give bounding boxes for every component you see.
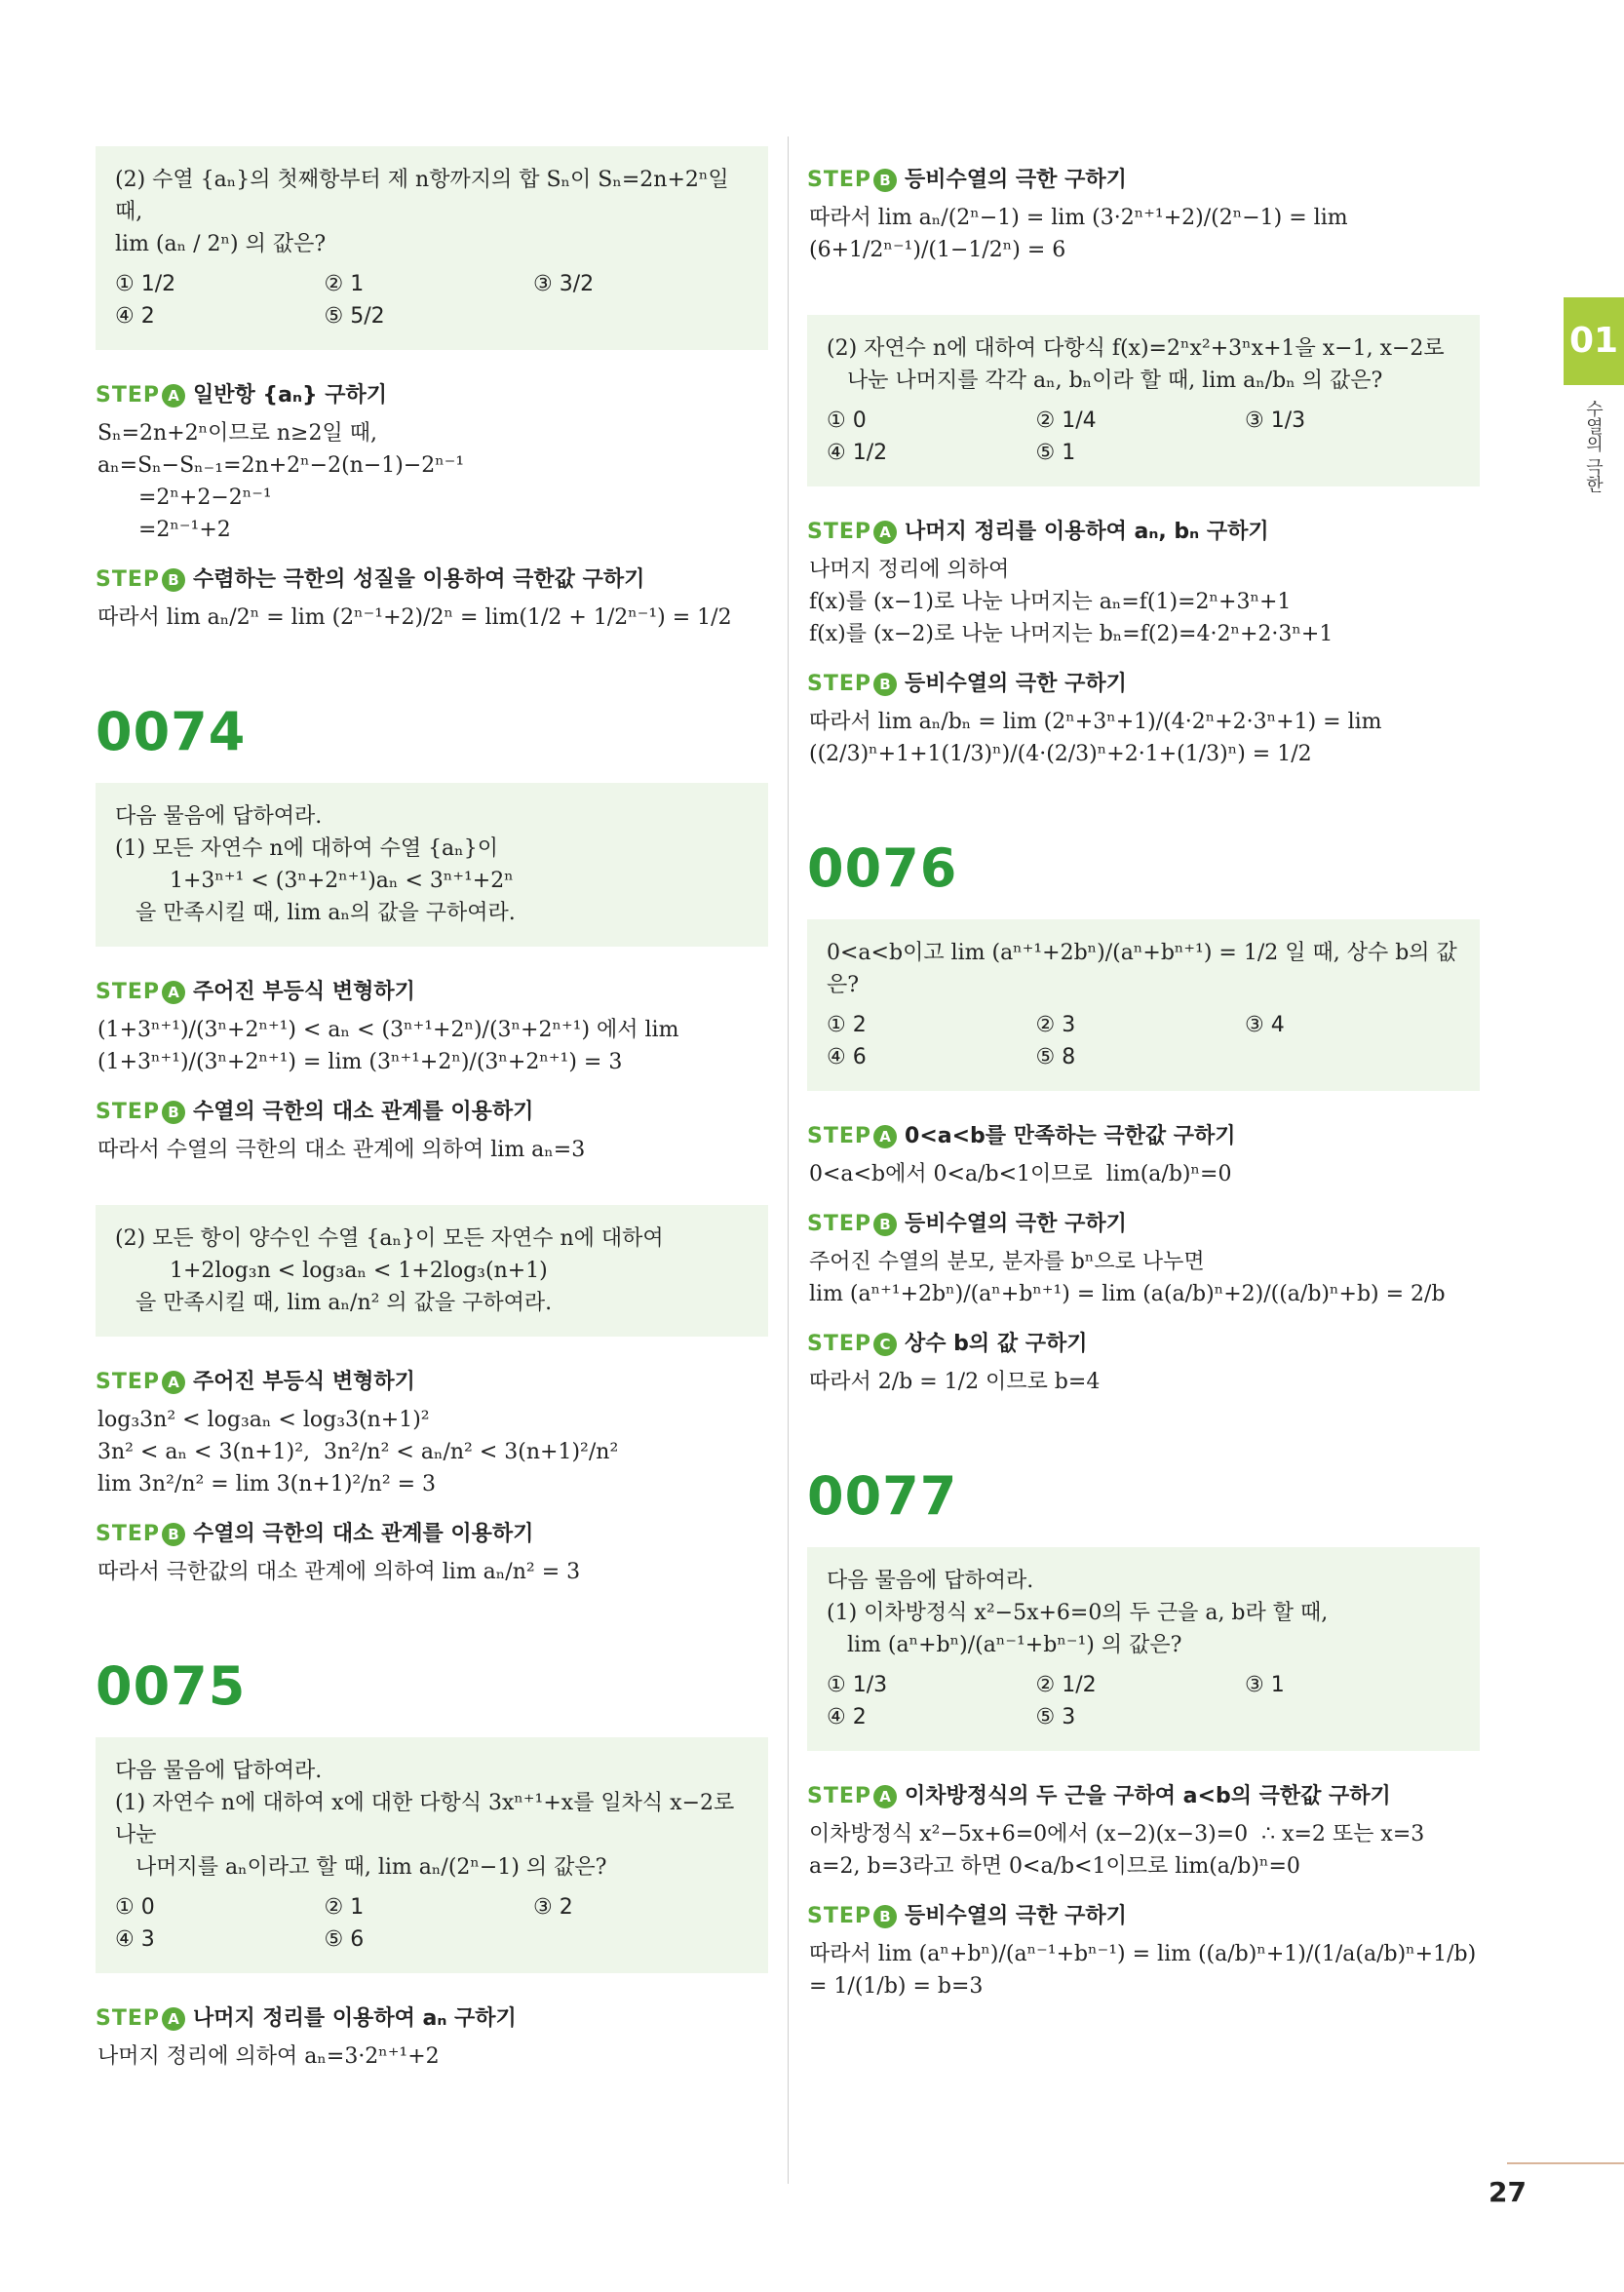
step-heading: [96, 976, 768, 1008]
question-line: 을 만족시킬 때, lim aₙ의 값을 구하여라.: [115, 901, 516, 925]
choice: ① 0: [115, 1895, 155, 1920]
step-title: 수렴하는 극한의 성질을 이용하여 극한값 구하기: [193, 567, 645, 592]
chapter-tab: 01: [1564, 297, 1624, 385]
step-badge: B: [162, 568, 185, 592]
solution: [807, 1366, 1480, 1398]
choice: ③ 3/2: [533, 272, 595, 296]
choice: ② 1/4: [1035, 408, 1097, 433]
step-title: 수열의 극한의 대소 관계를 이용하기: [193, 1522, 534, 1546]
solution-line: 0<a<b에서 0<a/b<1이므로 lim(a/b)ⁿ=0: [809, 1162, 1232, 1186]
step-heading: [807, 668, 1480, 700]
question-line: 다음 물음에 답하여라.: [115, 1759, 323, 1783]
answer-choices: [115, 1891, 749, 1956]
choice: ① 1/3: [827, 1673, 888, 1697]
step-tag: STEP: [807, 672, 872, 696]
solution-line: log₃3n² < log₃aₙ < log₃3(n+1)²: [97, 1408, 430, 1432]
solution-line: 따라서 lim (aⁿ+bⁿ)/(aⁿ⁻¹+bⁿ⁻¹) = lim ((a/b)ⁿ+1)/(1/a(a/b)ⁿ+1/b) = 1/(1/b) = b=3: [809, 1942, 1484, 1999]
question-line: (1) 자연수 n에 대하여 x에 대한 다항식 3xⁿ⁺¹+x를 일차식 x−2로 나눈: [115, 1791, 742, 1847]
choice: ⑤ 1: [1035, 441, 1076, 465]
step-heading: [807, 1208, 1480, 1240]
question-line: 1+3ⁿ⁺¹ < (3ⁿ+2ⁿ⁺¹)aₙ < 3ⁿ⁺¹+2ⁿ: [115, 869, 514, 893]
answer-choices: [827, 405, 1460, 469]
choice: ④ 6: [827, 1045, 867, 1069]
step-badge: A: [873, 1785, 897, 1808]
solution-line: 나머지 정리에 의하여: [809, 558, 1010, 582]
step-tag: STEP: [807, 1212, 872, 1236]
solution-line: 이차방정식 x²−5x+6=0에서 (x−2)(x−3)=0 ∴ x=2 또는 x=3: [809, 1822, 1425, 1846]
step-badge: B: [873, 169, 897, 192]
solution-line: lim 3n²/n² = lim 3(n+1)²/n² = 3: [97, 1472, 437, 1496]
solution-line: =2ⁿ+2−2ⁿ⁻¹: [97, 486, 272, 510]
choice: ③ 1/3: [1245, 408, 1306, 433]
question-line: (2) 수열 {aₙ}의 첫째항부터 제 n항까지의 합 Sₙ이 Sₙ=2n+2ⁿ일 때,: [115, 168, 736, 224]
solution: [807, 1246, 1480, 1310]
solution: [807, 706, 1480, 770]
solution-line: aₙ=Sₙ−Sₙ₋₁=2n+2ⁿ−2(n−1)−2ⁿ⁻¹: [97, 453, 465, 478]
step-tag: STEP: [96, 383, 161, 408]
question-line: 다음 물음에 답하여라.: [115, 804, 323, 829]
step-tag: STEP: [96, 1370, 161, 1394]
solution: [96, 1134, 768, 1166]
step-title: 나머지 정리를 이용하여 aₙ, bₙ 구하기: [905, 520, 1269, 544]
choice: ② 1: [324, 272, 365, 296]
step-tag: STEP: [807, 520, 872, 544]
choice: ① 2: [827, 1013, 867, 1037]
question-line: lim (aₙ / 2ⁿ) 의 값은?: [115, 232, 327, 256]
right-column: [807, 146, 1484, 2002]
question-line: 다음 물음에 답하여라.: [827, 1569, 1034, 1593]
step-title: 상수 b의 값 구하기: [905, 1332, 1088, 1356]
step-badge: B: [873, 673, 897, 696]
step-title: 주어진 부등식 변형하기: [193, 1370, 415, 1394]
step-badge: C: [873, 1333, 897, 1356]
question-number: 0074: [96, 701, 247, 762]
question-line: 을 만족시킬 때, lim aₙ/n² 의 값을 구하여라.: [115, 1291, 553, 1315]
question-0076: [807, 919, 1480, 1091]
solution: [96, 1014, 768, 1078]
solution-line: Sₙ=2n+2ⁿ이므로 n≥2일 때,: [97, 421, 377, 446]
question-number: 0076: [807, 837, 958, 899]
step-tag: STEP: [96, 1522, 161, 1546]
solution-line: 따라서 극한값의 대소 관계에 의하여 lim aₙ/n² = 3: [97, 1560, 581, 1584]
step-heading: [96, 1366, 768, 1398]
step-heading: [807, 1780, 1480, 1812]
step-badge: A: [873, 521, 897, 544]
question-line: (2) 자연수 n에 대하여 다항식 f(x)=2ⁿx²+3ⁿx+1을 x−1, x−2로: [827, 336, 1445, 361]
solution-line: lim (aⁿ⁺¹+2bⁿ)/(aⁿ+bⁿ⁺¹) = lim (a(a/b)ⁿ+2)/((a/b)ⁿ+b) = 2/b: [809, 1282, 1446, 1306]
step-badge: B: [162, 1523, 185, 1546]
step-heading: [96, 563, 768, 596]
solution: [807, 1158, 1480, 1190]
step-badge: A: [162, 384, 185, 408]
choice: ③ 1: [1245, 1673, 1285, 1697]
question-0074-1: [96, 783, 768, 947]
answer-choices: [827, 1009, 1460, 1073]
solution-line: a=2, b=3라고 하면 0<a/b<1이므로 lim(a/b)ⁿ=0: [809, 1854, 1300, 1879]
step-title: 등비수열의 극한 구하기: [905, 672, 1127, 696]
step-title: 이차방정식의 두 근을 구하여 a<b의 극한값 구하기: [905, 1784, 1391, 1808]
choice: ⑤ 3: [1035, 1705, 1076, 1729]
choice: ⑤ 8: [1035, 1045, 1076, 1069]
step-heading: [807, 1328, 1480, 1360]
question-0073-2: [96, 146, 768, 350]
solution: [807, 1818, 1480, 1883]
choice: ③ 4: [1245, 1013, 1285, 1037]
solution: [96, 602, 768, 634]
choice: ⑤ 5/2: [324, 304, 385, 329]
question-0077-1: [807, 1547, 1480, 1751]
choice: ② 3: [1035, 1013, 1076, 1037]
step-heading: [807, 1900, 1480, 1932]
question-0075-2: [807, 315, 1480, 486]
solution: [96, 417, 768, 546]
solution-line: 나머지 정리에 의하여 aₙ=3·2ⁿ⁺¹+2: [97, 2044, 440, 2069]
solution: [96, 1404, 768, 1500]
column-divider: [788, 136, 789, 2184]
step-title: 0<a<b를 만족하는 극한값 구하기: [905, 1124, 1236, 1148]
solution: [807, 202, 1480, 266]
choice: ② 1/2: [1035, 1673, 1097, 1697]
question-line: 나눈 나머지를 각각 aₙ, bₙ이라 할 때, lim aₙ/bₙ 의 값은?: [827, 369, 1383, 393]
step-tag: STEP: [807, 1332, 872, 1356]
step-badge: A: [873, 1125, 897, 1148]
step-badge: B: [162, 1101, 185, 1124]
question-line: (1) 모든 자연수 n에 대하여 수열 {aₙ}이: [115, 836, 498, 861]
step-tag: STEP: [807, 1904, 872, 1928]
solution-line: f(x)를 (x−2)로 나눈 나머지는 bₙ=f(2)=4·2ⁿ+2·3ⁿ+1: [809, 622, 1334, 646]
question-line: 0<a<b이고 lim (aⁿ⁺¹+2bⁿ)/(aⁿ+bⁿ⁺¹) = 1/2 일 때, 상수 b의 값은?: [827, 941, 1457, 997]
step-title: 나머지 정리를 이용하여 aₙ 구하기: [193, 2006, 517, 2031]
question-number: 0075: [96, 1655, 247, 1717]
question-0074-2: [96, 1205, 768, 1337]
question-0075-1: [96, 1737, 768, 1973]
step-title: 주어진 부등식 변형하기: [193, 980, 415, 1004]
step-heading: [807, 516, 1480, 548]
step-tag: STEP: [96, 1100, 161, 1124]
solution-line: 따라서 2/b = 1/2 이므로 b=4: [809, 1370, 1101, 1394]
solution-line: 따라서 lim aₙ/2ⁿ = lim (2ⁿ⁻¹+2)/2ⁿ = lim(1/2 + 1/2ⁿ⁻¹) = 1/2: [97, 605, 732, 630]
choice: ① 0: [827, 408, 867, 433]
answer-choices: [827, 1669, 1460, 1733]
solution: [96, 1556, 768, 1588]
question-line: 나머지를 aₙ이라고 할 때, lim aₙ/(2ⁿ−1) 의 값은?: [115, 1855, 607, 1880]
page-rule: [1507, 2162, 1624, 2164]
choice: ④ 3: [115, 1927, 155, 1952]
solution-line: =2ⁿ⁻¹+2: [97, 518, 231, 542]
step-title: 수열의 극한의 대소 관계를 이용하기: [193, 1100, 534, 1124]
question-line: lim (aⁿ+bⁿ)/(aⁿ⁻¹+bⁿ⁻¹) 의 값은?: [827, 1633, 1182, 1657]
step-badge: A: [162, 2007, 185, 2031]
step-tag: STEP: [807, 1784, 872, 1808]
step-title: 등비수열의 극한 구하기: [905, 1904, 1127, 1928]
step-tag: STEP: [807, 168, 872, 192]
step-tag: STEP: [807, 1124, 872, 1148]
question-number: 0077: [807, 1465, 958, 1527]
step-heading: [807, 1120, 1480, 1152]
question-line: 1+2log₃n < log₃aₙ < 1+2log₃(n+1): [115, 1259, 548, 1283]
left-column: [96, 146, 768, 2073]
choice: ① 1/2: [115, 272, 176, 296]
chapter-title: 수열의 극한: [1583, 400, 1604, 493]
step-badge: A: [162, 1371, 185, 1394]
solution-line: f(x)를 (x−1)로 나눈 나머지는 aₙ=f(1)=2ⁿ+3ⁿ+1: [809, 590, 1292, 614]
answer-choices: [115, 268, 749, 332]
step-heading: [96, 1096, 768, 1128]
step-tag: STEP: [96, 980, 161, 1004]
choice: ⑤ 6: [324, 1927, 365, 1952]
solution-line: 따라서 lim aₙ/(2ⁿ−1) = lim (3·2ⁿ⁺¹+2)/(2ⁿ−1) = lim (6+1/2ⁿ⁻¹)/(1−1/2ⁿ) = 6: [809, 206, 1355, 262]
choice: ④ 1/2: [827, 441, 888, 465]
solution-line: 따라서 lim aₙ/bₙ = lim (2ⁿ+3ⁿ+1)/(4·2ⁿ+2·3ⁿ+1) = lim ((2/3)ⁿ+1+1(1/3)ⁿ)/(4·(2/3)ⁿ+2·1+(1/3)ⁿ) = 1/2: [809, 710, 1389, 766]
step-tag: STEP: [96, 2006, 161, 2031]
solution: [807, 554, 1480, 650]
question-line: (2) 모든 항이 양수인 수열 {aₙ}이 모든 자연수 n에 대하여: [115, 1226, 664, 1251]
choice: ④ 2: [827, 1705, 867, 1729]
step-heading: [96, 1518, 768, 1550]
step-title: 등비수열의 극한 구하기: [905, 168, 1127, 192]
solution: [96, 2040, 768, 2073]
solution-line: (1+3ⁿ⁺¹)/(3ⁿ+2ⁿ⁺¹) < aₙ < (3ⁿ⁺¹+2ⁿ)/(3ⁿ+2ⁿ⁺¹) 에서 lim (1+3ⁿ⁺¹)/(3ⁿ+2ⁿ⁺¹) = lim (3ⁿ⁺¹+2ⁿ)/(3ⁿ+2ⁿ⁺¹) = 3: [97, 1018, 686, 1074]
step-heading: [807, 164, 1480, 196]
step-badge: B: [873, 1213, 897, 1236]
choice: ③ 2: [533, 1895, 573, 1920]
step-title: 일반항 {aₙ} 구하기: [193, 383, 388, 408]
solution-line: 3n² < aₙ < 3(n+1)², 3n²/n² < aₙ/n² < 3(n+1)²/n²: [97, 1440, 619, 1464]
solution-line: 따라서 수열의 극한의 대소 관계에 의하여 lim aₙ=3: [97, 1138, 586, 1162]
question-line: (1) 이차방정식 x²−5x+6=0의 두 근을 a, b라 할 때,: [827, 1601, 1329, 1625]
step-heading: [96, 379, 768, 411]
step-title: 등비수열의 극한 구하기: [905, 1212, 1127, 1236]
step-badge: B: [873, 1905, 897, 1928]
page-number: 27: [1489, 2176, 1527, 2208]
step-tag: STEP: [96, 567, 161, 592]
step-heading: [96, 2002, 768, 2035]
step-badge: A: [162, 981, 185, 1004]
solution: [807, 1938, 1484, 2002]
choice: ② 1: [324, 1895, 365, 1920]
choice: ④ 2: [115, 304, 155, 329]
solution-line: 주어진 수열의 분모, 분자를 bⁿ으로 나누면: [809, 1250, 1205, 1274]
